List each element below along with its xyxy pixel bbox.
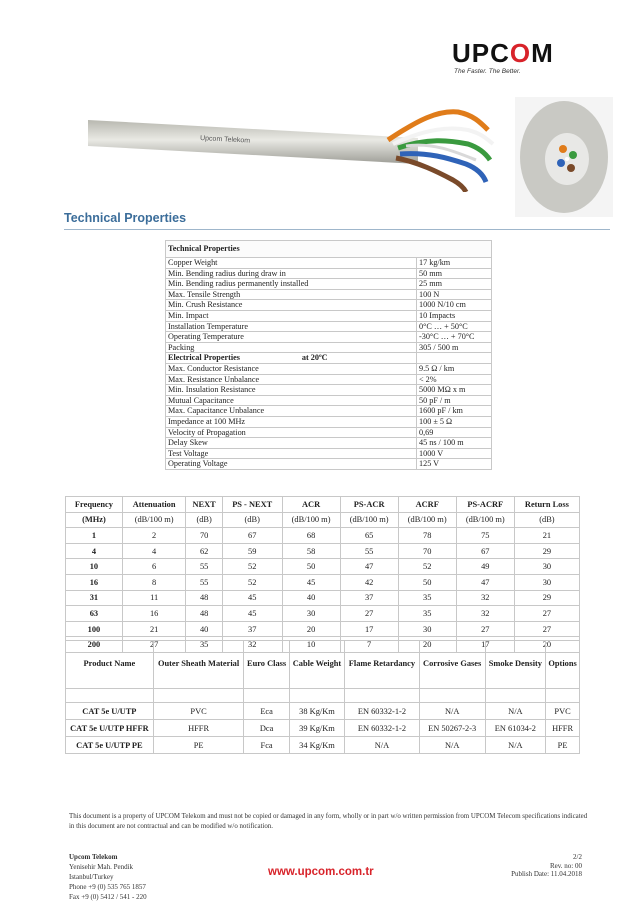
property-row bbox=[166, 289, 492, 300]
property-value: < 2% bbox=[417, 374, 492, 385]
property-row bbox=[166, 406, 492, 417]
electrical-properties-label bbox=[166, 353, 417, 364]
table-cell: 75 bbox=[456, 528, 514, 544]
table-cell: 27 bbox=[514, 606, 579, 622]
table-cell: 32 bbox=[456, 590, 514, 606]
table-cell: 65 bbox=[340, 528, 398, 544]
table-cell: 30 bbox=[514, 574, 579, 590]
table-cell: 27 bbox=[456, 621, 514, 637]
property-row bbox=[166, 300, 492, 311]
table-cell: EN 60332-1-2 bbox=[345, 720, 420, 737]
table-cell: 4 bbox=[66, 543, 123, 559]
property-value: 1000 N/10 cm bbox=[417, 300, 492, 311]
cable-product-image bbox=[88, 100, 498, 192]
table-cell: 21 bbox=[514, 528, 579, 544]
table-cell: 45 bbox=[222, 606, 282, 622]
table-cell: PE bbox=[546, 737, 580, 754]
table-cell: 68 bbox=[282, 528, 340, 544]
property-label: Delay Skew bbox=[166, 438, 417, 449]
property-label: Min. Crush Resistance bbox=[166, 300, 417, 311]
upcom-logo bbox=[452, 40, 577, 74]
table-cell: N/A bbox=[419, 703, 485, 720]
column-header: Options bbox=[546, 641, 580, 689]
table-cell: 21 bbox=[122, 621, 186, 637]
table-cell: 1 bbox=[66, 528, 123, 544]
table-cell: CAT 5e U/UTP HFFR bbox=[66, 720, 154, 737]
column-header: Euro Class bbox=[244, 641, 289, 689]
table-cell: 20 bbox=[514, 637, 579, 653]
frequency-performance-table bbox=[65, 496, 580, 653]
footer-company: Upcom Telekom bbox=[69, 853, 118, 861]
page-number: 2/2 bbox=[573, 853, 582, 861]
table-row bbox=[66, 737, 580, 754]
revision-number: Rev. no: 00 bbox=[549, 861, 582, 870]
publish-date: Publish Date: 11.04.2018 bbox=[511, 870, 582, 879]
property-value: 1600 pF / km bbox=[417, 406, 492, 417]
column-unit: (dB) bbox=[186, 512, 222, 528]
property-label: Impedance at 100 MHz bbox=[166, 416, 417, 427]
table-cell: 59 bbox=[222, 543, 282, 559]
property-row bbox=[166, 448, 492, 459]
table-cell: 16 bbox=[122, 606, 186, 622]
table-row bbox=[66, 590, 580, 606]
table-cell: 55 bbox=[186, 559, 222, 575]
property-value: 100 ± 5 Ω bbox=[417, 416, 492, 427]
table-cell: 47 bbox=[456, 574, 514, 590]
property-row bbox=[166, 385, 492, 396]
table-cell: 100 bbox=[66, 621, 123, 637]
property-value: 305 / 500 m bbox=[417, 342, 492, 353]
column-unit: (dB/100 m) bbox=[398, 512, 456, 528]
table-cell: 39 Kg/Km bbox=[289, 720, 344, 737]
property-label: Max. Resistance Unbalance bbox=[166, 374, 417, 385]
property-row bbox=[166, 310, 492, 321]
disclaimer-text: This document is a property of UPCOM Telekom and must not be copied or damaged in any form, wholly or in part w/o written permission from UPCOM Telecom specifications indicated in this document are not contractual and can be modified w/o notification. bbox=[69, 813, 588, 830]
property-label: Velocity of Propagation bbox=[166, 427, 417, 438]
property-value: -30°C … + 70°C bbox=[417, 332, 492, 343]
table-cell: 52 bbox=[398, 559, 456, 575]
table-cell: 78 bbox=[398, 528, 456, 544]
table-cell: N/A bbox=[485, 703, 546, 720]
table-cell: N/A bbox=[345, 737, 420, 754]
table-row bbox=[66, 574, 580, 590]
table-cell: 48 bbox=[186, 606, 222, 622]
table-cell: EN 50267-2-3 bbox=[419, 720, 485, 737]
property-row bbox=[166, 342, 492, 353]
product-variants-table bbox=[65, 640, 580, 754]
table-cell: 50 bbox=[282, 559, 340, 575]
column-header: Product Name bbox=[66, 641, 154, 689]
table-cell: 62 bbox=[186, 543, 222, 559]
property-label: Max. Capacitance Unbalance bbox=[166, 406, 417, 417]
table-cell: 27 bbox=[122, 637, 186, 653]
table-header-row bbox=[66, 497, 580, 513]
table-cell: 55 bbox=[340, 543, 398, 559]
table-cell: 47 bbox=[340, 559, 398, 575]
property-row bbox=[166, 427, 492, 438]
table-cell: 16 bbox=[66, 574, 123, 590]
empty-cell bbox=[417, 353, 492, 364]
table-cell: PVC bbox=[153, 703, 244, 720]
svg-text:Upcom Telekom: Upcom Telekom bbox=[199, 135, 251, 145]
table-cell: 32 bbox=[222, 637, 282, 653]
property-label: Packing bbox=[166, 342, 417, 353]
property-row bbox=[166, 374, 492, 385]
table-cell: 35 bbox=[186, 637, 222, 653]
technical-properties-header: Technical Properties bbox=[166, 241, 492, 258]
property-row bbox=[166, 268, 492, 279]
technical-properties-table bbox=[165, 240, 492, 470]
column-unit: (dB/100 m) bbox=[282, 512, 340, 528]
table-header-row bbox=[166, 241, 492, 258]
column-header: Return Loss bbox=[514, 497, 579, 513]
property-label: Operating Temperature bbox=[166, 332, 417, 343]
column-header: Outer Sheath Material bbox=[153, 641, 244, 689]
property-value: 50 mm bbox=[417, 268, 492, 279]
table-cell: 35 bbox=[398, 606, 456, 622]
table-units-row bbox=[66, 512, 580, 528]
table-cell: 7 bbox=[340, 637, 398, 653]
property-label: Max. Tensile Strength bbox=[166, 289, 417, 300]
table-row bbox=[66, 703, 580, 720]
property-row bbox=[166, 279, 492, 290]
cable-cross-section-image bbox=[515, 97, 613, 217]
column-header: PS - NEXT bbox=[222, 497, 282, 513]
column-unit: (dB) bbox=[222, 512, 282, 528]
table-cell: 29 bbox=[514, 543, 579, 559]
column-header: Cable Weight bbox=[289, 641, 344, 689]
table-cell: 20 bbox=[398, 637, 456, 653]
table-cell: 11 bbox=[122, 590, 186, 606]
table-cell: 20 bbox=[282, 621, 340, 637]
table-cell: 55 bbox=[186, 574, 222, 590]
logo-wordmark: UPCOM bbox=[452, 38, 554, 68]
table-cell: 32 bbox=[456, 606, 514, 622]
property-row bbox=[166, 395, 492, 406]
table-cell: 200 bbox=[66, 637, 123, 653]
table-cell: 35 bbox=[398, 590, 456, 606]
property-row bbox=[166, 363, 492, 374]
column-header: NEXT bbox=[186, 497, 222, 513]
table-cell: 45 bbox=[282, 574, 340, 590]
section-divider bbox=[64, 229, 610, 230]
table-cell: 30 bbox=[282, 606, 340, 622]
property-value: 17 kg/km bbox=[417, 258, 492, 269]
column-header: Attenuation bbox=[122, 497, 186, 513]
footer-phone: Phone +9 (0) 535 765 1857 bbox=[69, 883, 146, 891]
table-cell: HFFR bbox=[546, 720, 580, 737]
table-cell: 29 bbox=[514, 590, 579, 606]
property-label: Copper Weight bbox=[166, 258, 417, 269]
property-value: 0°C … + 50°C bbox=[417, 321, 492, 332]
table-cell: 10 bbox=[282, 637, 340, 653]
table-cell: 52 bbox=[222, 559, 282, 575]
table-cell: PE bbox=[153, 737, 244, 754]
property-label: Operating Voltage bbox=[166, 459, 417, 470]
column-unit: (dB) bbox=[514, 512, 579, 528]
property-value: 1000 V bbox=[417, 448, 492, 459]
property-value: 25 mm bbox=[417, 279, 492, 290]
table-cell: 40 bbox=[186, 621, 222, 637]
table-cell: 34 Kg/Km bbox=[289, 737, 344, 754]
table-cell: Dca bbox=[244, 720, 289, 737]
table-cell: 45 bbox=[222, 590, 282, 606]
column-unit: (dB/100 m) bbox=[340, 512, 398, 528]
table-cell: 37 bbox=[222, 621, 282, 637]
table-cell: 8 bbox=[122, 574, 186, 590]
table-cell: 38 Kg/Km bbox=[289, 703, 344, 720]
table-cell: 67 bbox=[222, 528, 282, 544]
table-cell: 27 bbox=[514, 621, 579, 637]
column-unit: (dB/100 m) bbox=[456, 512, 514, 528]
property-value: 125 V bbox=[417, 459, 492, 470]
footer-address-line: Istanbul/Turkey bbox=[69, 873, 114, 881]
column-header: Smoke Density bbox=[485, 641, 546, 689]
table-cell: 70 bbox=[398, 543, 456, 559]
electrical-properties-temperature: at 20ºC bbox=[301, 353, 328, 363]
table-cell: 30 bbox=[514, 559, 579, 575]
table-cell: 40 bbox=[282, 590, 340, 606]
property-label: Min. Bending radius permanently installed bbox=[166, 279, 417, 290]
table-cell: 52 bbox=[222, 574, 282, 590]
property-value: 100 N bbox=[417, 289, 492, 300]
property-label: Installation Temperature bbox=[166, 321, 417, 332]
property-row bbox=[166, 438, 492, 449]
property-value: 10 Impacts bbox=[417, 310, 492, 321]
table-cell: 50 bbox=[398, 574, 456, 590]
table-cell: 6 bbox=[122, 559, 186, 575]
section-title: Technical Properties bbox=[64, 211, 187, 225]
property-value: 5000 MΩ x m bbox=[417, 385, 492, 396]
property-label: Min. Impact bbox=[166, 310, 417, 321]
footer-address-line: Yenisehir Mah. Pendik bbox=[69, 863, 134, 871]
electrical-properties-title: Electrical Properties bbox=[168, 353, 240, 363]
table-spacer-row bbox=[66, 689, 580, 703]
property-row bbox=[166, 258, 492, 269]
property-row bbox=[166, 321, 492, 332]
footer-contact bbox=[69, 852, 147, 902]
electrical-properties-subheader bbox=[166, 353, 492, 364]
table-cell: CAT 5e U/UTP PE bbox=[66, 737, 154, 754]
table-cell: 67 bbox=[456, 543, 514, 559]
table-cell: 49 bbox=[456, 559, 514, 575]
column-unit: (dB/100 m) bbox=[122, 512, 186, 528]
footer-website-link[interactable]: www.upcom.com.tr bbox=[268, 866, 374, 878]
property-row bbox=[166, 416, 492, 427]
table-cell: 63 bbox=[66, 606, 123, 622]
table-cell: N/A bbox=[419, 737, 485, 754]
table-header-row bbox=[66, 641, 580, 689]
table-cell: 70 bbox=[186, 528, 222, 544]
table-cell: CAT 5e U/UTP bbox=[66, 703, 154, 720]
table-cell: 31 bbox=[66, 590, 123, 606]
property-row bbox=[166, 332, 492, 343]
column-header: ACR bbox=[282, 497, 340, 513]
table-cell: 17 bbox=[340, 621, 398, 637]
table-row bbox=[66, 528, 580, 544]
table-cell: 27 bbox=[340, 606, 398, 622]
table-cell: 2 bbox=[122, 528, 186, 544]
table-cell: 58 bbox=[282, 543, 340, 559]
table-cell: N/A bbox=[485, 737, 546, 754]
column-header: ACRF bbox=[398, 497, 456, 513]
table-cell: 10 bbox=[66, 559, 123, 575]
footer-fax: Fax +9 (0) 5412 / 541 - 220 bbox=[69, 893, 147, 901]
table-cell: Fca bbox=[244, 737, 289, 754]
property-value: 9.5 Ω / km bbox=[417, 363, 492, 374]
column-header: Flame Retardancy bbox=[345, 641, 420, 689]
table-cell: 17 bbox=[456, 637, 514, 653]
property-label: Min. Insulation Resistance bbox=[166, 385, 417, 396]
property-label: Max. Conductor Resistance bbox=[166, 363, 417, 374]
column-header: Corrosive Gases bbox=[419, 641, 485, 689]
table-row bbox=[66, 543, 580, 559]
table-cell: HFFR bbox=[153, 720, 244, 737]
property-label: Mutual Capacitance bbox=[166, 395, 417, 406]
table-row bbox=[66, 621, 580, 637]
property-label: Min. Bending radius during draw in bbox=[166, 268, 417, 279]
column-header: Frequency bbox=[66, 497, 123, 513]
footer-document-info bbox=[511, 853, 582, 879]
column-unit: (MHz) bbox=[66, 512, 123, 528]
column-header: PS-ACR bbox=[340, 497, 398, 513]
table-cell: Eca bbox=[244, 703, 289, 720]
table-row bbox=[66, 606, 580, 622]
table-cell: PVC bbox=[546, 703, 580, 720]
property-value: 50 pF / m bbox=[417, 395, 492, 406]
property-label: Test Voltage bbox=[166, 448, 417, 459]
table-cell: EN 60332-1-2 bbox=[345, 703, 420, 720]
logo-tagline: The Faster. The Better. bbox=[454, 68, 521, 75]
table-row bbox=[66, 559, 580, 575]
table-cell: EN 61034-2 bbox=[485, 720, 546, 737]
property-value: 0,69 bbox=[417, 427, 492, 438]
table-cell: 4 bbox=[122, 543, 186, 559]
column-header: PS-ACRF bbox=[456, 497, 514, 513]
table-cell: 37 bbox=[340, 590, 398, 606]
table-row bbox=[66, 720, 580, 737]
table-cell: 48 bbox=[186, 590, 222, 606]
table-cell: 30 bbox=[398, 621, 456, 637]
property-value: 45 ns / 100 m bbox=[417, 438, 492, 449]
property-row bbox=[166, 459, 492, 470]
table-cell: 42 bbox=[340, 574, 398, 590]
